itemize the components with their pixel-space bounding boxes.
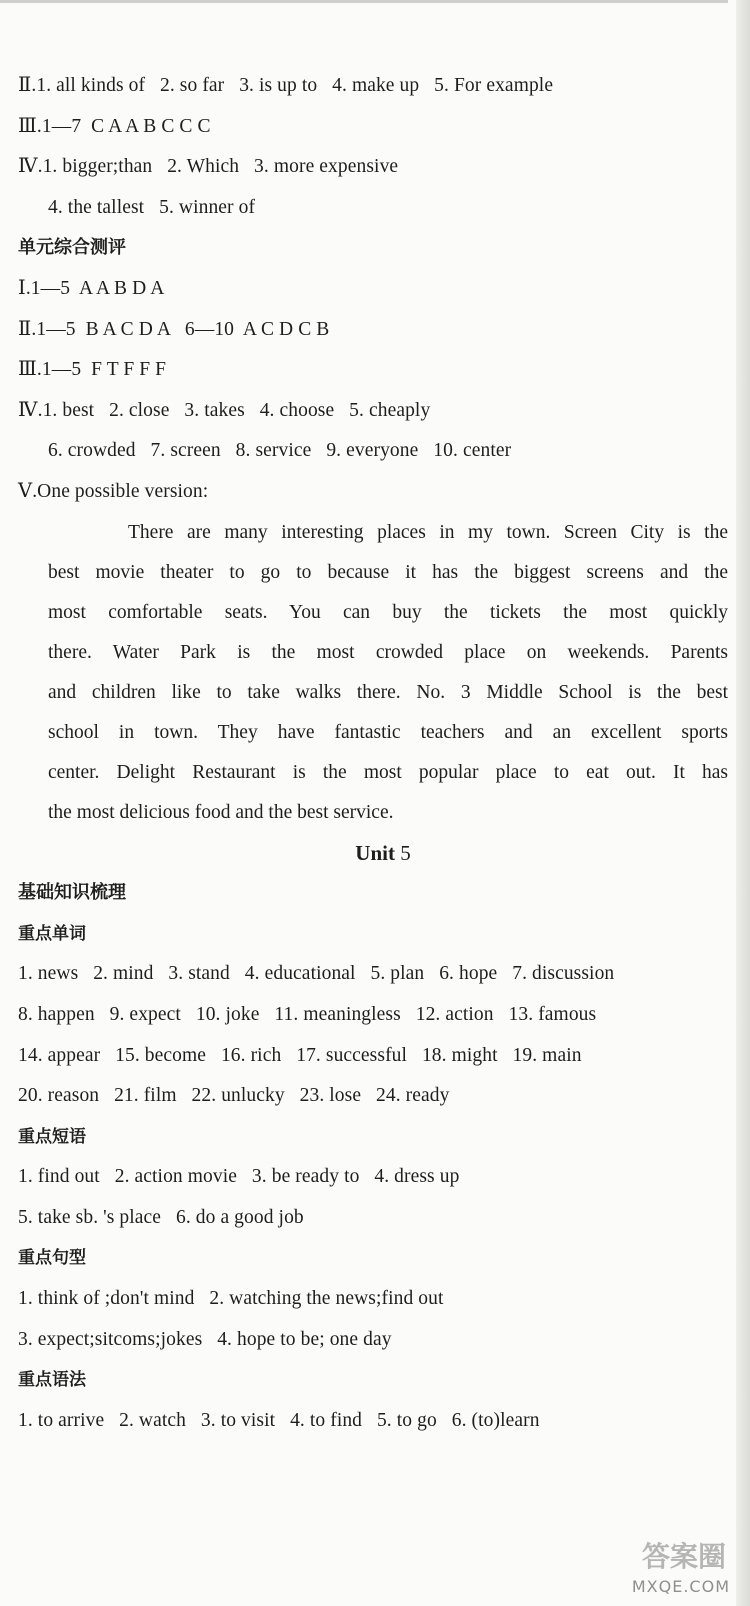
key-phrases-heading: 重点短语 xyxy=(18,1126,86,1147)
roman-numeral: Ⅲ xyxy=(18,359,37,381)
essay-line: school in town. They have fantastic teachers and an excellent sports xyxy=(48,721,728,743)
words-line: 8. happen 9. expect 10. joke 11. meaningless 12. action 13. famous xyxy=(18,1003,597,1025)
answer-items: 4. the tallest 5. winner of xyxy=(48,196,256,218)
grammar-line: 1. to arrive 2. watch 3. to visit 4. to find 5. to go 6. (to)learn xyxy=(18,1409,540,1431)
top-border xyxy=(0,0,728,3)
phrases-line: 5. take sb. 's place 6. do a good job xyxy=(18,1206,304,1228)
answer-items: 1. all kinds of 2. so far 3. is up to 4. make up 5. For example xyxy=(36,75,554,96)
test-line-i: Ⅰ.1—5 A A B D A xyxy=(18,277,165,299)
sentences-line: 3. expect;sitcoms;jokes 4. hope to be; one day xyxy=(18,1328,392,1350)
roman-numeral: Ⅱ xyxy=(18,318,32,340)
roman-numeral: Ⅲ xyxy=(18,115,37,137)
answer-items: 1—5 B A C D A 6—10 A C D C B xyxy=(36,318,330,340)
roman-numeral: Ⅴ xyxy=(18,480,33,502)
unit-title-number: 5 xyxy=(400,840,411,865)
watermark-url: MXQE.COM xyxy=(631,1577,730,1596)
answer-line-ii: Ⅱ.1. all kinds of 2. so far 3. is up to 4. make up 5. For example xyxy=(18,75,554,96)
test-line-ii: Ⅱ.1—5 B A C D A 6—10 A C D C B xyxy=(18,318,330,340)
watermark-logo: 答案圈 xyxy=(641,1540,726,1573)
essay-line: There are many interesting places in my town. Screen City is the xyxy=(128,521,728,543)
essay-line: and children like to take walks there. No. 3 Middle School is the best xyxy=(48,681,728,703)
answer-content xyxy=(18,66,728,1441)
version-label: One possible version: xyxy=(37,480,209,502)
answer-line-iv-cont xyxy=(18,188,728,229)
key-sentences-heading: 重点句型 xyxy=(18,1248,86,1269)
unit-test-heading: 单元综合测评 xyxy=(18,237,126,259)
page-edge-shadow xyxy=(736,0,750,1606)
answer-items: 1—5 A A B D A xyxy=(30,277,165,299)
test-line-iv-cont xyxy=(18,431,728,472)
roman-numeral: Ⅳ xyxy=(18,399,38,421)
basics-heading: 基础知识梳理 xyxy=(18,882,126,904)
answer-items: 6. crowded 7. screen 8. service 9. everyone 10. center xyxy=(48,440,512,462)
roman-numeral: Ⅳ xyxy=(18,156,38,178)
test-line-iv: Ⅳ.1. best 2. close 3. takes 4. choose 5. cheaply xyxy=(18,399,431,421)
key-words-heading: 重点单词 xyxy=(18,923,86,944)
key-grammar-heading: 重点语法 xyxy=(18,1370,86,1391)
sample-essay xyxy=(18,513,728,833)
words-line: 20. reason 21. film 22. unlucky 23. lose 24. ready xyxy=(18,1085,450,1107)
answer-items: 1—5 F T F F F xyxy=(41,359,167,381)
unit-title xyxy=(18,833,728,874)
essay-line: most comfortable seats. You can buy the tickets the most quickly xyxy=(48,601,728,623)
essay-line: the most delicious food and the best service. xyxy=(48,801,394,823)
answer-items: 1—7 C A A B C C C xyxy=(41,115,211,137)
roman-numeral: Ⅱ xyxy=(18,75,32,96)
words-line: 14. appear 15. become 16. rich 17. successful 18. might 19. main xyxy=(18,1044,582,1066)
answer-line-iii: Ⅲ.1—7 C A A B C C C xyxy=(18,115,211,137)
test-line-v: Ⅴ.One possible version: xyxy=(18,480,209,502)
answer-items: 1. bigger;than 2. Which 3. more expensive xyxy=(42,156,399,178)
site-watermark xyxy=(610,1540,730,1596)
phrases-line: 1. find out 2. action movie 3. be ready to 4. dress up xyxy=(18,1166,460,1188)
essay-line: best movie theater to go to because it has the biggest screens and the xyxy=(48,561,728,583)
test-line-iii: Ⅲ.1—5 F T F F F xyxy=(18,359,167,381)
essay-line: there. Water Park is the most crowded place on weekends. Parents xyxy=(48,641,728,663)
answer-line-iv: Ⅳ.1. bigger;than 2. Which 3. more expensive xyxy=(18,156,399,178)
roman-numeral: Ⅰ xyxy=(18,277,26,299)
answer-items: 1. best 2. close 3. takes 4. choose 5. cheaply xyxy=(42,399,431,421)
unit-title-word: Unit xyxy=(355,840,395,865)
sentences-line: 1. think of ;don't mind 2. watching the news;find out xyxy=(18,1288,444,1310)
essay-line: center. Delight Restaurant is the most popular place to eat out. It has xyxy=(48,761,728,783)
words-line: 1. news 2. mind 3. stand 4. educational 5. plan 6. hope 7. discussion xyxy=(18,963,615,985)
